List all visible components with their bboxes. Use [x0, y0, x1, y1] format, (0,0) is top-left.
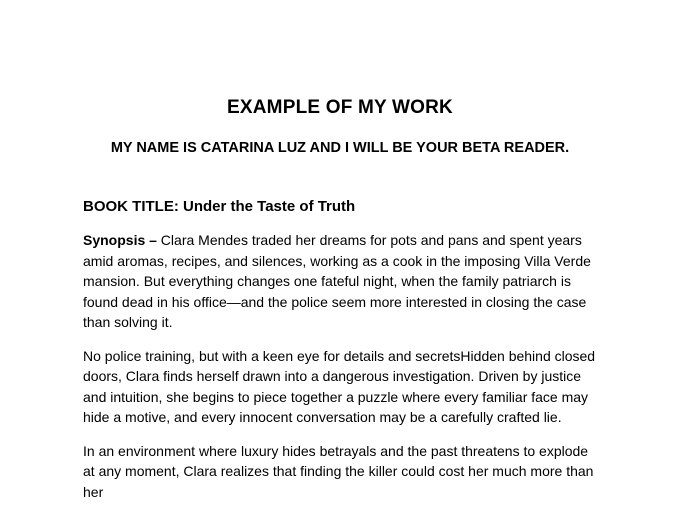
page-title: EXAMPLE OF MY WORK — [227, 97, 453, 118]
book-title-heading: BOOK TITLE: Under the Taste of Truth — [83, 198, 356, 215]
body-paragraph: No police training, but with a keen eye for details and secretsHidden behind closed doors, Clara finds herself drawn into a dangerous investigation. Driven by justice and intuition, she begins to piece together a puzzle where every familiar face may hide a motive, and every innocent conversation may be a carefully crafted lie. — [83, 347, 596, 425]
body-paragraph: In an environment where luxury hides betrayals and the past threatens to explode at any moment, Clara realizes that finding the killer could cost her much more than her — [83, 442, 594, 500]
synopsis-paragraph — [83, 230, 603, 333]
page-subtitle: MY NAME IS CATARINA LUZ AND I WILL BE YOUR BETA READER. — [110, 140, 570, 156]
paragraph-text: Clara Mendes traded her dreams for pots and pans and spent years amid aromas, recipes, and silences, working as a cook in the imposing Villa Verde mansion. But everything changes one fateful night, when the family patriarch is found dead in his office—and the police seem more interested in closing the case than solving it. — [83, 232, 591, 330]
document-body — [83, 230, 603, 515]
synopsis-label: Synopsis – — [83, 232, 157, 248]
